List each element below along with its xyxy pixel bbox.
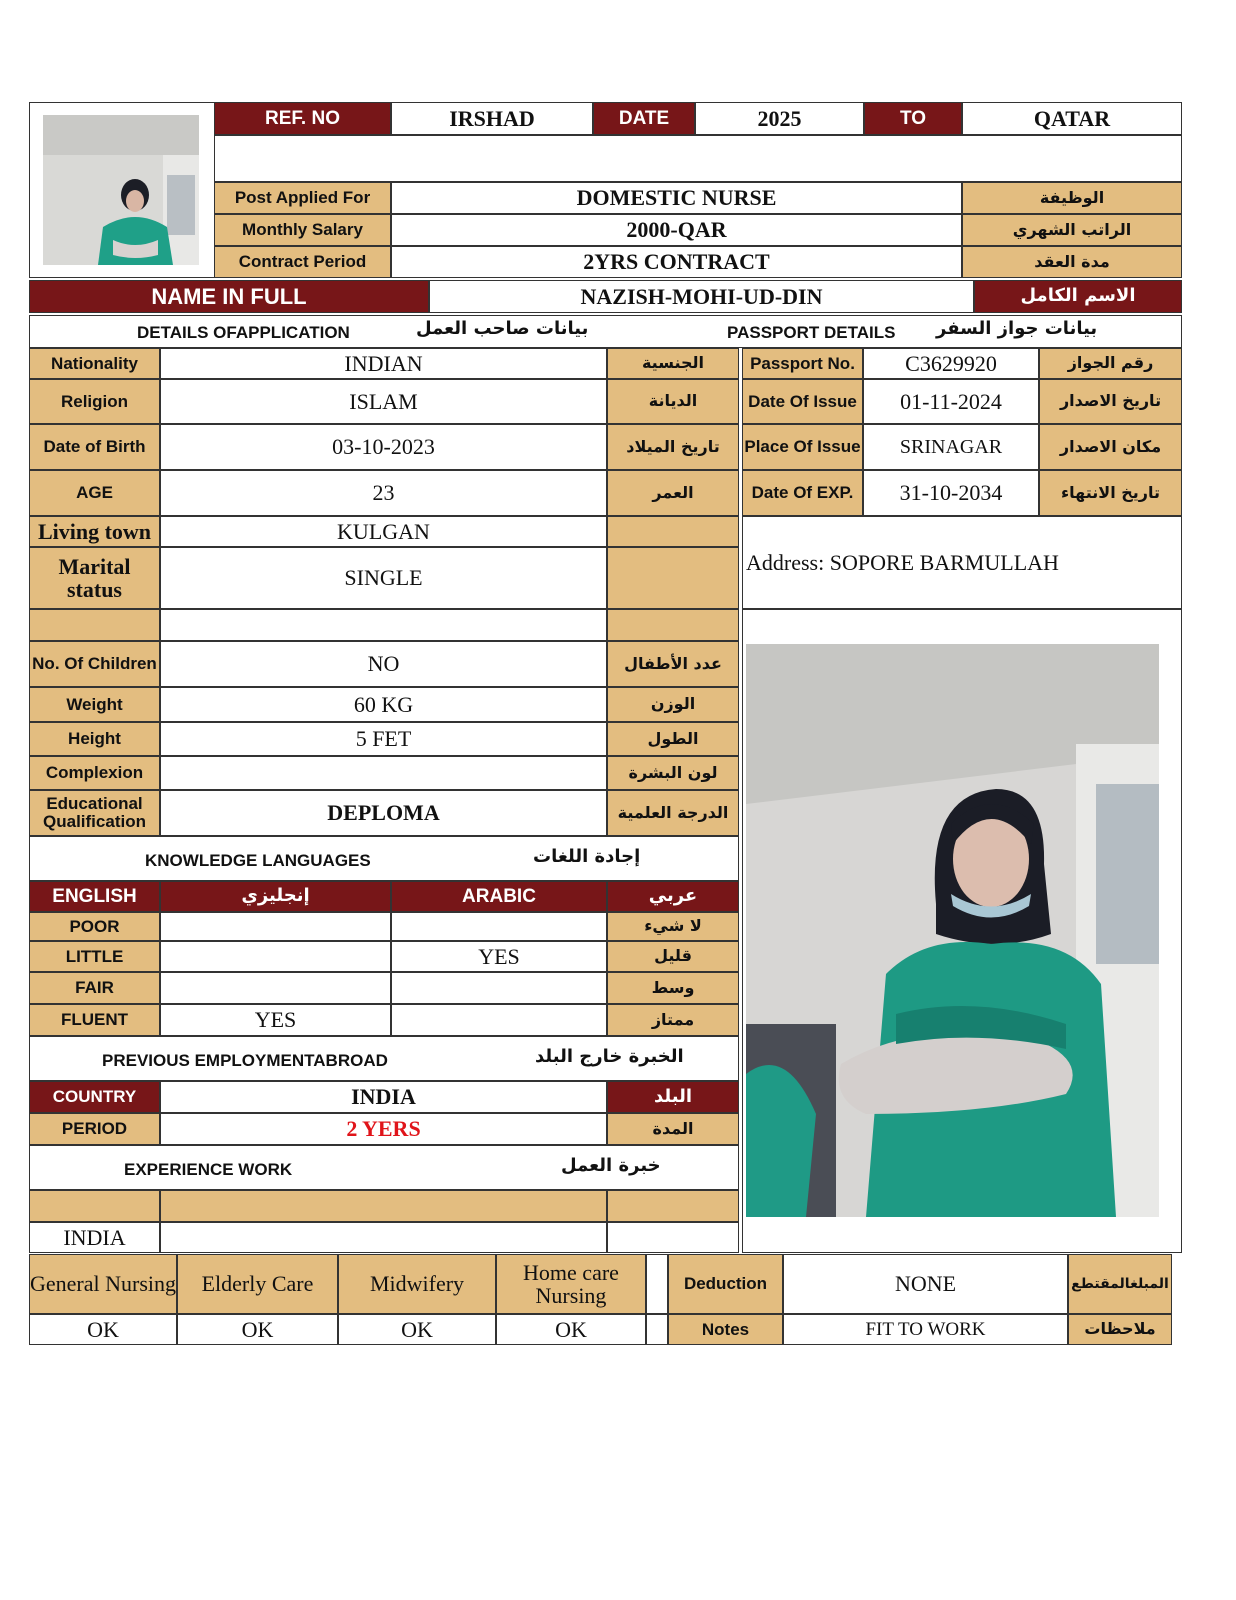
monthly-salary-ar: الراتب الشهري — [962, 214, 1182, 246]
employment-heading-ar: الخبرة خارج البلد — [535, 1046, 684, 1067]
english-header-ar: إنجليزي — [160, 881, 391, 912]
passport-details-heading-ar: بيانات جواز السفر — [936, 318, 1098, 339]
detail-value: SINGLE — [160, 547, 607, 609]
english-level-value: YES — [160, 1004, 391, 1036]
notes-value: FIT TO WORK — [783, 1314, 1068, 1345]
contract-period-value: 2YRS CONTRACT — [391, 246, 962, 278]
passport-label: Date Of EXP. — [742, 470, 863, 516]
country-label: COUNTRY — [29, 1081, 160, 1113]
passport-value: 01-11-2024 — [863, 379, 1039, 424]
english-level-value — [160, 912, 391, 941]
detail-label: Living town — [29, 516, 160, 547]
language-level-label: FAIR — [29, 972, 160, 1004]
passport-value: SRINAGAR — [863, 424, 1039, 470]
period-ar: المدة — [607, 1113, 739, 1145]
detail-arabic-label — [607, 609, 739, 641]
notes-label: Notes — [668, 1314, 783, 1345]
detail-label: AGE — [29, 470, 160, 516]
skill-name: General Nursing — [29, 1254, 177, 1314]
detail-arabic-label: الوزن — [607, 687, 739, 722]
arabic-header-ar: عربي — [607, 881, 739, 912]
language-level-ar: وسط — [607, 972, 739, 1004]
deduction-ar: المبلغالمقتطع — [1068, 1254, 1172, 1314]
skill-status: OK — [177, 1314, 338, 1345]
experience-blank-2 — [160, 1190, 607, 1222]
english-level-value — [160, 941, 391, 972]
passport-label: Date Of Issue — [742, 379, 863, 424]
detail-arabic-label: عدد الأطفال — [607, 641, 739, 687]
notes-ar: ملاحظات — [1068, 1314, 1172, 1345]
arabic-level-value — [391, 912, 607, 941]
monthly-salary-label: Monthly Salary — [214, 214, 391, 246]
detail-value: NO — [160, 641, 607, 687]
deduction-value: NONE — [783, 1254, 1068, 1314]
language-level-label: LITTLE — [29, 941, 160, 972]
passport-label: Place Of Issue — [742, 424, 863, 470]
detail-label: Marital status — [29, 547, 160, 609]
skill-status: OK — [338, 1314, 496, 1345]
detail-value: 03-10-2023 — [160, 424, 607, 470]
language-level-label: FLUENT — [29, 1004, 160, 1036]
contract-period-label: Contract Period — [214, 246, 391, 278]
passport-label: Passport No. — [742, 348, 863, 379]
detail-value: DEPLOMA — [160, 790, 607, 836]
detail-arabic-label — [607, 516, 739, 547]
post-applied-value: DOMESTIC NURSE — [391, 182, 962, 214]
english-level-value — [160, 972, 391, 1004]
arabic-level-value — [391, 1004, 607, 1036]
details-application-heading-ar: بيانات صاحب العمل — [416, 318, 589, 339]
passport-arabic-label: رقم الجواز — [1039, 348, 1182, 379]
deduction-label: Deduction — [668, 1254, 783, 1314]
details-application-heading: DETAILS OFAPPLICATION — [137, 323, 350, 342]
ref-no-value: IRSHAD — [391, 102, 593, 135]
languages-heading: KNOWLEDGE LANGUAGES — [145, 851, 371, 870]
detail-arabic-label: العمر — [607, 470, 739, 516]
skills-spacer-top — [646, 1254, 668, 1314]
detail-value — [160, 756, 607, 790]
skill-status: OK — [496, 1314, 646, 1345]
passport-value: C3629920 — [863, 348, 1039, 379]
country-ar: البلد — [607, 1081, 739, 1113]
detail-label: Educational Qualification — [29, 790, 160, 836]
passport-arabic-label: تاريخ الانتهاء — [1039, 470, 1182, 516]
english-header: ENGLISH — [29, 881, 160, 912]
experience-blank-5 — [607, 1222, 739, 1253]
name-in-full-label: NAME IN FULL — [29, 280, 429, 313]
passport-arabic-label: مكان الاصدار — [1039, 424, 1182, 470]
to-value: QATAR — [962, 102, 1182, 135]
name-in-full-ar: الاسم الكامل — [974, 280, 1182, 313]
country-value: INDIA — [160, 1081, 607, 1113]
period-label: PERIOD — [29, 1113, 160, 1145]
experience-country: INDIA — [29, 1222, 160, 1253]
passport-arabic-label: تاريخ الاصدار — [1039, 379, 1182, 424]
skill-status: OK — [29, 1314, 177, 1345]
skills-spacer-bottom — [646, 1314, 668, 1345]
skill-name: Elderly Care — [177, 1254, 338, 1314]
detail-arabic-label: الدرجة العلمية — [607, 790, 739, 836]
experience-blank-1 — [29, 1190, 160, 1222]
contract-period-ar: مدة العقد — [962, 246, 1182, 278]
arabic-header: ARABIC — [391, 881, 607, 912]
detail-label: Date of Birth — [29, 424, 160, 470]
detail-label: No. Of Children — [29, 641, 160, 687]
detail-arabic-label: لون البشرة — [607, 756, 739, 790]
ref-no-label: REF. NO — [214, 102, 391, 135]
date-label: DATE — [593, 102, 695, 135]
experience-blank-3 — [607, 1190, 739, 1222]
detail-label: Weight — [29, 687, 160, 722]
address-text: Address: SOPORE BARMULLAH — [746, 550, 1059, 575]
detail-arabic-label: تاريخ الميلاد — [607, 424, 739, 470]
to-label: TO — [864, 102, 962, 135]
large-photo — [746, 644, 1159, 1217]
small-photo — [43, 115, 199, 265]
experience-blank-4 — [160, 1222, 607, 1253]
detail-label: Complexion — [29, 756, 160, 790]
detail-label: Nationality — [29, 348, 160, 379]
detail-value: 5 FET — [160, 722, 607, 756]
passport-details-heading: PASSPORT DETAILS — [727, 323, 896, 342]
detail-value: 60 KG — [160, 687, 607, 722]
post-applied-label: Post Applied For — [214, 182, 391, 214]
language-level-label: POOR — [29, 912, 160, 941]
detail-label: Religion — [29, 379, 160, 424]
detail-arabic-label: الديانة — [607, 379, 739, 424]
detail-value — [160, 609, 607, 641]
skill-name: Home care Nursing — [496, 1254, 646, 1314]
detail-arabic-label: الطول — [607, 722, 739, 756]
arabic-level-value — [391, 972, 607, 1004]
employment-heading: PREVIOUS EMPLOYMENTABROAD — [102, 1051, 388, 1070]
name-in-full-value: NAZISH-MOHI-UD-DIN — [429, 280, 974, 313]
detail-label — [29, 609, 160, 641]
blank-header-row — [214, 135, 1182, 182]
skill-name: Midwifery — [338, 1254, 496, 1314]
language-level-ar: ممتاز — [607, 1004, 739, 1036]
period-value: 2 YERS — [160, 1113, 607, 1145]
arabic-level-value: YES — [391, 941, 607, 972]
detail-value: 23 — [160, 470, 607, 516]
detail-label: Height — [29, 722, 160, 756]
languages-heading-ar: إجادة اللغات — [533, 846, 641, 867]
detail-value: KULGAN — [160, 516, 607, 547]
detail-value: ISLAM — [160, 379, 607, 424]
passport-value: 31-10-2034 — [863, 470, 1039, 516]
language-level-ar: قليل — [607, 941, 739, 972]
post-applied-ar: الوظيفة — [962, 182, 1182, 214]
language-level-ar: لا شيء — [607, 912, 739, 941]
detail-value: INDIAN — [160, 348, 607, 379]
detail-arabic-label: الجنسية — [607, 348, 739, 379]
date-value: 2025 — [695, 102, 864, 135]
detail-arabic-label — [607, 547, 739, 609]
monthly-salary-value: 2000-QAR — [391, 214, 962, 246]
experience-heading-ar: خبرة العمل — [561, 1155, 661, 1176]
experience-heading: EXPERIENCE WORK — [124, 1160, 293, 1179]
